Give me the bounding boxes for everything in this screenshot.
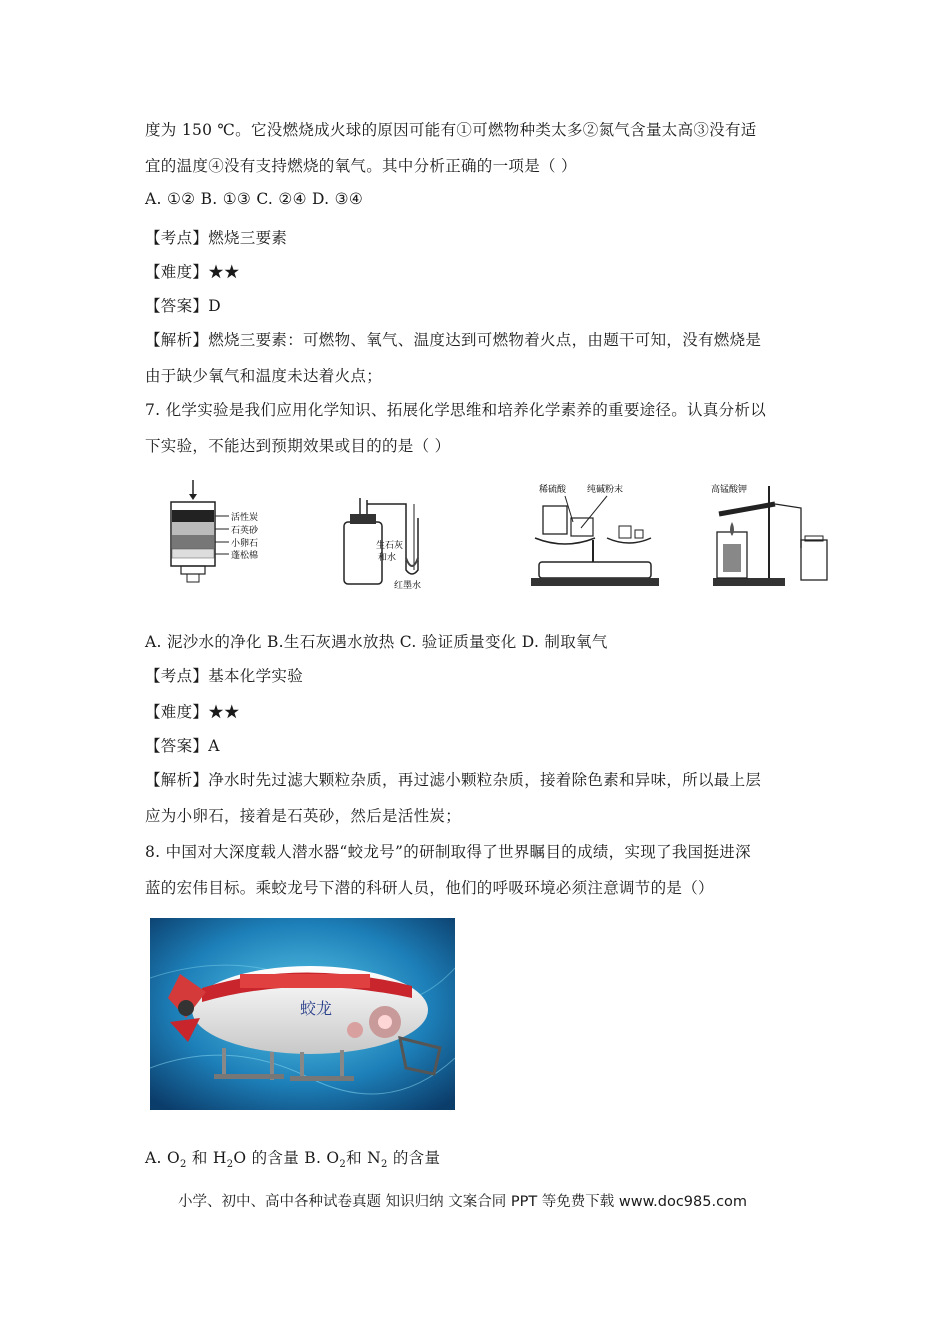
text-line: 应为小卵石，接着是石英砂，然后是活性炭； <box>145 807 462 825</box>
label-dilute-acid: 稀硫酸 <box>539 485 567 495</box>
label-potassium-permanganate: 高锰酸钾 <box>711 485 748 495</box>
label-quartz-sand: 石英砂 <box>231 526 259 536</box>
water-purifier-figure <box>163 478 273 590</box>
label-soda-powder: 纯碱粉末 <box>587 485 624 495</box>
text-line: 【考点】基本化学实验 <box>145 667 304 685</box>
text-line: 【答案】D <box>145 297 221 315</box>
submarine-hull-label: 蛟龙 <box>300 999 333 1018</box>
quicklime-figure <box>330 478 450 590</box>
balance-figure <box>525 478 665 590</box>
text-line: 下实验，不能达到预期效果或目的的是（ ） <box>145 437 451 455</box>
text-line: A. ①② B. ①③ C. ②④ D. ③④ <box>145 190 364 208</box>
label-activated-carbon: 活性炭 <box>231 513 259 523</box>
text-line: 【答案】A <box>145 737 220 755</box>
text-line: 8. 中国对大深度载人潜水器“蛟龙号”的研制取得了世界瞩目的成绩，实现了我国挺进深 <box>145 843 751 861</box>
text-line: 度为 150 ℃。它没燃烧成火球的原因可能有①可燃物种类太多②氮气含量太高③没有适 <box>145 121 757 139</box>
text-line: 【解析】净水时先过滤大颗粒杂质，再过滤小颗粒杂质，接着除色素和异味，所以最上层 <box>145 771 762 789</box>
label-cotton: 蓬松棉 <box>231 551 259 561</box>
jiaolong-submarine-image <box>150 918 455 1110</box>
submarine-photo <box>150 918 455 1110</box>
text-line: 【解析】燃烧三要素：可燃物、氧气、温度达到可燃物着火点，由题干可知，没有燃烧是 <box>145 331 762 349</box>
text-line: 蓝的宏伟目标。乘蛟龙号下潜的科研人员，他们的呼吸环境必须注意调节的是（） <box>145 879 714 897</box>
label-and-water: 和水 <box>378 553 397 563</box>
experiment-figures <box>145 478 845 590</box>
text-line: 宜的温度④没有支持燃烧的氧气。其中分析正确的一项是（ ） <box>145 157 577 175</box>
text-line: 【难度】★★ <box>145 703 240 721</box>
text-line: A. 泥沙水的净化 B.生石灰遇水放热 C. 验证质量变化 D. 制取氧气 <box>145 633 608 651</box>
oxygen-prep-figure <box>705 478 845 590</box>
label-pebbles: 小卵石 <box>231 539 259 549</box>
text-line: 【考点】燃烧三要素 <box>145 229 288 247</box>
text-line: 【难度】★★ <box>145 263 240 281</box>
label-red-ink: 红墨水 <box>394 581 422 590</box>
text-line: 由于缺少氧气和温度未达着火点； <box>145 367 383 385</box>
question-8-options: A. $O_2$ 和 $H_2O$ 的含量 B. $O_2$和 $N_2$ 的含量 <box>145 1149 441 1171</box>
text-line: 7. 化学实验是我们应用化学知识、拓展化学思维和培养化学素养的重要途径。认真分析以 <box>145 401 767 419</box>
label-quicklime: 生石灰 <box>376 541 404 551</box>
page-footer: 小学、初中、高中各种试卷真题 知识归纳 文案合同 PPT 等免费下载 www.doc985.com <box>178 1194 748 1210</box>
